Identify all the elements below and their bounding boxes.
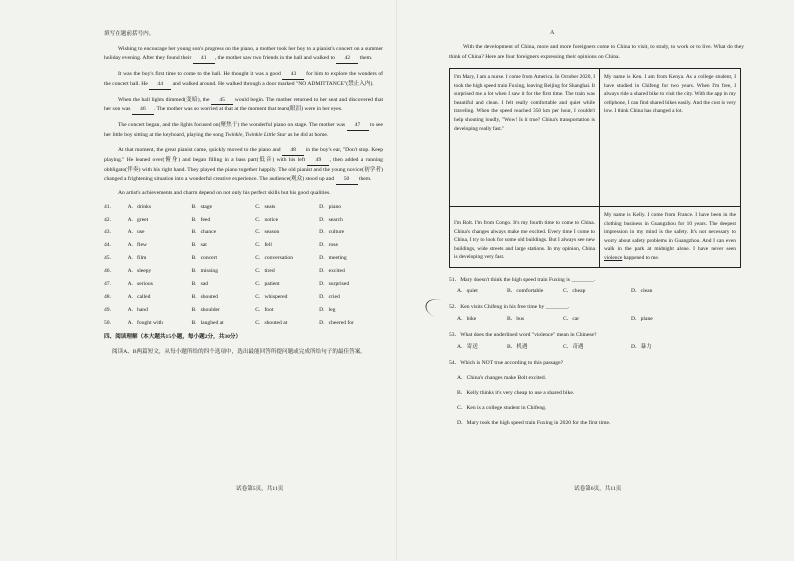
option-list bbox=[104, 201, 383, 330]
option-a[interactable]: A. drinks bbox=[127, 203, 152, 210]
option-row bbox=[104, 239, 383, 252]
option-b[interactable]: B. stage bbox=[191, 203, 213, 210]
question-number: 42. bbox=[104, 216, 111, 223]
option-row bbox=[104, 265, 383, 278]
option-a[interactable]: A. sleepy bbox=[127, 268, 152, 275]
option-d[interactable]: D. cheered for bbox=[319, 319, 354, 326]
option-a[interactable]: A. film bbox=[127, 255, 147, 262]
option-a[interactable]: A. called bbox=[127, 293, 151, 300]
passage-label: A bbox=[550, 30, 555, 36]
option-b[interactable]: B. concert bbox=[191, 255, 218, 262]
option-d[interactable]: D. culture bbox=[319, 229, 345, 236]
option-53-a[interactable]: A．寄送 bbox=[457, 344, 478, 351]
option-b[interactable]: B. feed bbox=[191, 216, 211, 223]
option-c[interactable]: C. notice bbox=[255, 216, 279, 223]
option-54-b[interactable]: B．Kelly thinks it's very cheap to use a shared bike. bbox=[457, 389, 575, 396]
question-52-options bbox=[449, 315, 744, 324]
question-51: 51．Mary doesn't think the high speed train Fuxing is ________. bbox=[449, 276, 596, 283]
section-title: 四、阅读理解（本大题共15小题，每小题2分，共30分） bbox=[104, 333, 242, 340]
paragraph-6: An artist's achievements and charm depend on not only his perfect skills but his good qualities. bbox=[118, 189, 331, 196]
option-c[interactable]: C. seats bbox=[255, 203, 276, 210]
option-d[interactable]: D. meeting bbox=[319, 255, 347, 262]
option-b[interactable]: B. chance bbox=[191, 229, 217, 236]
option-d[interactable]: D. cried bbox=[319, 293, 340, 300]
option-row bbox=[104, 226, 383, 239]
option-52-a[interactable]: A．bike bbox=[457, 316, 477, 323]
option-51-c[interactable]: C．cheap bbox=[563, 288, 586, 295]
option-d[interactable]: D. search bbox=[319, 216, 343, 223]
left-page-footer: 试卷第5页，共11页 bbox=[236, 486, 284, 492]
option-53-c[interactable]: C．奇遇 bbox=[563, 344, 584, 351]
option-54-c[interactable]: C．Ken is a college student in Chifeng. bbox=[457, 404, 547, 411]
option-row bbox=[104, 291, 383, 304]
option-52-d[interactable]: D．plane bbox=[631, 316, 653, 323]
option-a[interactable]: A. flew bbox=[127, 242, 147, 249]
paragraph-4: The concert began, and the lights focused on(聚焦于) the wonderful piano on stage. The mother was 47 to see her little boy sitting at the keyboard, playing the song Twinkle, Twinkle Little Star as he did at home. bbox=[104, 122, 383, 139]
paragraph-2: It was the boy's first time to come to the hall. He thought it was a good 43 for him to explore the wonders of the concert hall. He 44 and walked around. He walked through a door marked "NO ADMITTANCE"(禁止入内). bbox=[104, 70, 383, 90]
option-c[interactable]: C. whispered bbox=[255, 293, 288, 300]
option-c[interactable]: C. patient bbox=[255, 281, 280, 288]
question-number: 49. bbox=[104, 306, 111, 313]
option-row bbox=[104, 278, 383, 291]
option-d[interactable]: D. excited bbox=[319, 268, 345, 275]
option-row bbox=[104, 214, 383, 227]
option-c[interactable]: C. foot bbox=[255, 306, 274, 313]
question-number: 45. bbox=[104, 255, 111, 262]
passage-intro: With the development of China, more and more foreigners come to China to visit, to study, to work or to live. What do they think of China? Here are four foreigners expressing their opinions on China. bbox=[449, 44, 744, 60]
right-page bbox=[397, 0, 794, 561]
option-51-a[interactable]: A．quiet bbox=[457, 288, 478, 295]
option-51-b[interactable]: B．comfortable bbox=[507, 288, 544, 295]
opinion-table bbox=[449, 68, 741, 268]
paragraph-3: When the hall lights dimmed(变暗), the 45 would begin. The mother returned to her seat and discovered that her son was 46 . The mother was so worried at that at the moment that tears(眼泪) were in her eyes. bbox=[104, 96, 383, 116]
option-b[interactable]: B. laughed at bbox=[191, 319, 224, 326]
section-instruction: 阅读A、B两篇短文，从每小题所给的四个选项中，选出最能回答所提问题或完成所给句子的最佳答案。 bbox=[112, 348, 366, 355]
option-a[interactable]: A. greet bbox=[127, 216, 149, 223]
question-53-options bbox=[449, 343, 744, 352]
question-number: 47. bbox=[104, 281, 111, 288]
option-a[interactable]: A. fought with bbox=[127, 319, 163, 326]
header-note: 填写在题前括号内。 bbox=[104, 31, 155, 37]
ken-cell: My name is Ken. I am from Kenya. As a college student, I have studied in Chifeng for two years. When I'm free, I always ride a shared bike to visit the city. With the app in my cellphone, I can find shared bikes easily. And the cost is very low. I think China has changed a lot. bbox=[600, 69, 741, 207]
question-number: 50. bbox=[104, 319, 111, 326]
question-number: 41. bbox=[104, 203, 111, 210]
option-c[interactable]: C. season bbox=[255, 229, 280, 236]
question-53: 53．What does the underlined word "violence" mean in Chinese? bbox=[449, 332, 597, 339]
option-b[interactable]: B. shoulder bbox=[191, 306, 220, 313]
option-51-d[interactable]: D．clean bbox=[631, 288, 653, 295]
question-54: 54．Which is NOT true according to this passage? bbox=[449, 360, 564, 366]
option-d[interactable]: D. surprised bbox=[319, 281, 350, 288]
option-53-d[interactable]: D．暴力 bbox=[631, 344, 652, 351]
option-row bbox=[104, 252, 383, 265]
question-number: 43. bbox=[104, 229, 111, 236]
option-d[interactable]: D. leg bbox=[319, 306, 336, 313]
paragraph-5: At that moment, the great pianist came, quickly moved to the piano and 48 in the boy's ear, "Don't stop. Keep playing." He leaned over(俯身) and began filling in a bass part(低音) with his left 49 , then added a running obbligato(伴奏) with his right hand. They played the piano together happily. The old pianist and the young novice(初学者) changed a frightening situation into a wonderful creative experience. The audience(观众) stood up and 50 them. bbox=[104, 146, 383, 185]
option-c[interactable]: C. fell bbox=[255, 242, 272, 249]
option-53-b[interactable]: B．机遇 bbox=[507, 344, 528, 351]
option-54-d[interactable]: D．Mary took the high speed train Fuxing in 2020 for the first time. bbox=[457, 419, 611, 426]
question-number: 48. bbox=[104, 293, 111, 300]
violence-word: violence bbox=[604, 254, 623, 261]
option-b[interactable]: B. sat bbox=[191, 242, 207, 249]
kelly-cell: My name is Kelly. I come from France. I have been in the clothing business in Guangzhou for 10 years. The deepest impression in my mind is the safety. It's not necessary to worry about safety problems in Guangzhou. And I can even walk in the park at midnight alone. I have never seen violence happened to me. bbox=[600, 207, 741, 268]
option-52-b[interactable]: B．bus bbox=[507, 316, 525, 323]
question-52: 52．Ken visits Chifeng in his free time by ________. bbox=[449, 304, 570, 311]
option-b[interactable]: B. shouted bbox=[191, 293, 218, 300]
question-51-options bbox=[449, 287, 744, 296]
option-d[interactable]: D. rose bbox=[319, 242, 338, 249]
option-row bbox=[104, 317, 383, 330]
option-row bbox=[104, 304, 383, 317]
question-number: 44. bbox=[104, 242, 111, 249]
option-d[interactable]: D. piano bbox=[319, 203, 342, 210]
option-b[interactable]: B. sad bbox=[191, 281, 209, 288]
option-a[interactable]: A. use bbox=[127, 229, 145, 236]
bolt-cell: I'm Bolt. I'm from Congo. It's my fourth time to come to China. China's changes always make me excited. Every time I come to China, I try to look for some old buildings. But I always see new buildings, wide streets and large stations. In my opinion, China is developing very fast. bbox=[450, 207, 600, 268]
option-c[interactable]: C. tired bbox=[255, 268, 275, 275]
option-54-a[interactable]: A．China's changes make Bolt excited. bbox=[457, 374, 547, 381]
question-number: 46. bbox=[104, 268, 111, 275]
option-b[interactable]: B. missing bbox=[191, 268, 218, 275]
mary-cell: I'm Mary, I am a nurse. I come from America. In October 2020, I took the high speed train Fuxing, leaving Beijing for Shanghai. It surprised me a lot when I saw it for the first time. The train was beautiful and clean. I felt really comfortable and quiet while traveling. When the speed reached 350 km per hour, I couldn't help shouting loudly, "Wow! Is it true? China's transportation is developing really fast." bbox=[450, 69, 600, 207]
option-52-c[interactable]: C．car bbox=[563, 316, 580, 323]
option-row bbox=[104, 201, 383, 214]
option-a[interactable]: A. serious bbox=[127, 281, 153, 288]
option-c[interactable]: C. shouted at bbox=[255, 319, 288, 326]
paragraph-1: Wishing to encourage her young son's progress on the piano, a mother took her boy to a pianist's concert on a summer holiday evening. After they found their 41 , the mother saw two friends in the hall and walked to 42 them. bbox=[104, 45, 383, 64]
option-a[interactable]: A. hand bbox=[127, 306, 148, 313]
right-page-footer: 试卷第6页，共11页 bbox=[574, 486, 622, 492]
option-c[interactable]: C. conversation bbox=[255, 255, 294, 262]
